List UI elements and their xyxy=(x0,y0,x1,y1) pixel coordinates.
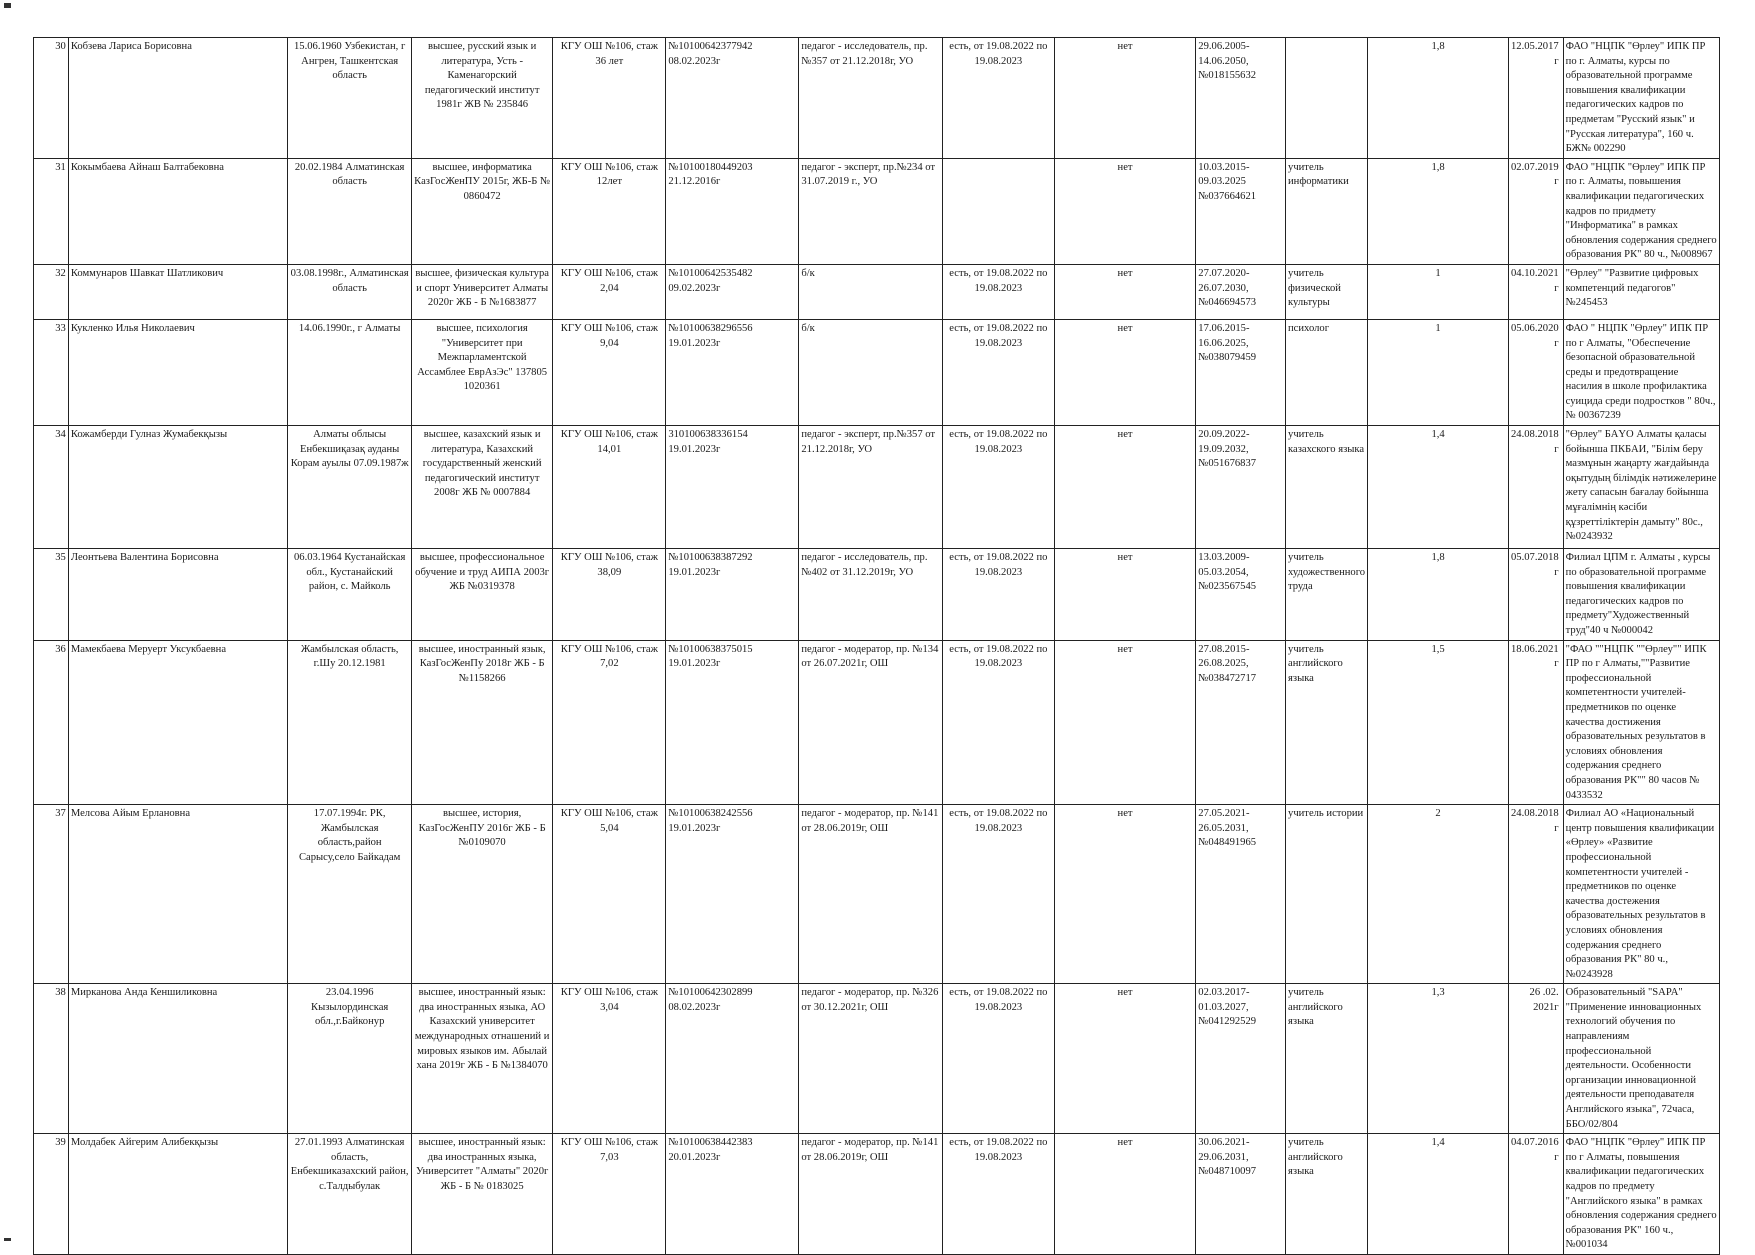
cell-crim: нет xyxy=(1054,549,1195,641)
cell-work: КГУ ОШ №106, стаж 7,02 xyxy=(553,640,666,805)
cell-name: Коммунаров Шавкат Шатликович xyxy=(68,264,288,319)
cell-name: Мамекбаева Меруерт Уксукбаевна xyxy=(68,640,288,805)
cell-name: Мелсова Айым Ерлановна xyxy=(68,805,288,984)
cell-info: есть, от 19.08.2022 по 19.08.2023 xyxy=(942,38,1054,159)
cell-n: 38 xyxy=(34,984,69,1134)
cell-cat: б/к xyxy=(799,264,943,319)
cell-pos: учитель художественного труда xyxy=(1286,549,1368,641)
staff-table xyxy=(33,37,1720,1255)
cell-name: Кобзева Лариса Борисовна xyxy=(68,38,288,159)
table-row xyxy=(34,805,1720,984)
cell-birth: 27.01.1993 Алматинская область, Енбекшиказахский район, с.Талдыбулак xyxy=(288,1134,412,1255)
cell-crim: нет xyxy=(1054,158,1195,264)
cell-n: 35 xyxy=(34,549,69,641)
cell-cert: №10100642377942 08.02.2023г xyxy=(666,38,799,159)
cell-cat: педагог - модератор, пр. №326 от 30.12.2021г, ОШ xyxy=(799,984,943,1134)
cell-cert: 310100638336154 19.01.2023г xyxy=(666,426,799,549)
cell-cert: №10100642535482 09.02.2023г xyxy=(666,264,799,319)
cell-info: есть, от 19.08.2022 по 19.08.2023 xyxy=(942,319,1054,425)
cell-pos: учитель английского языка xyxy=(1286,1134,1368,1255)
cell-contract: 13.03.2009- 05.03.2054, №023567545 xyxy=(1196,549,1286,641)
cell-pos: учитель физической культуры xyxy=(1286,264,1368,319)
cell-date: 12.05.2017г xyxy=(1508,38,1563,159)
cell-name: Леонтьева Валентина Борисовна xyxy=(68,549,288,641)
cell-edu: высшее, иностранный язык: два иностранных языка, АО Казахский университет международных отнашений и мировых языков им. Абылай хана 2019г ЖБ - Б №1384070 xyxy=(411,984,552,1134)
cell-date: 04.10.2021г xyxy=(1508,264,1563,319)
cell-rate: 1,5 xyxy=(1368,640,1508,805)
cell-date: 02.07.2019г xyxy=(1508,158,1563,264)
cell-rate: 1 xyxy=(1368,264,1508,319)
cell-birth: 06.03.1964 Кустанайская обл., Кустанайский район, с. Майколь xyxy=(288,549,412,641)
cell-contract: 29.06.2005- 14.06.2050, №018155632 xyxy=(1196,38,1286,159)
cell-date: 18.06.2021г xyxy=(1508,640,1563,805)
cell-name: Кокымбаева Айнаш Балтабековна xyxy=(68,158,288,264)
cell-cert: №10100642302899 08.02.2023г xyxy=(666,984,799,1134)
scan-mark-bottom xyxy=(4,1238,11,1241)
cell-work: КГУ ОШ №106, стаж 36 лет xyxy=(553,38,666,159)
cell-info: есть, от 19.08.2022 по 19.08.2023 xyxy=(942,1134,1054,1255)
cell-edu: высшее, казахский язык и литература, Казахский государственный женский педагогический институт 2008г ЖБ № 0007884 xyxy=(411,426,552,549)
cell-course: ФАО " НЦПК "Өрлеу" ИПК ПР по г Алматы, "Обеспечение безопасной образовательной среды и предотвращение насилия в школе профилактика суицида среди подростков " 80ч., № 00367239 xyxy=(1563,319,1719,425)
cell-crim: нет xyxy=(1054,984,1195,1134)
cell-name: Кукленко Илья Николаевич xyxy=(68,319,288,425)
cell-name: Мирканова Анда Кеншиликовна xyxy=(68,984,288,1134)
cell-cert: №10100638242556 19.01.2023г xyxy=(666,805,799,984)
cell-date: 05.06.2020г xyxy=(1508,319,1563,425)
cell-work: КГУ ОШ №106, стаж 3,04 xyxy=(553,984,666,1134)
table-row xyxy=(34,158,1720,264)
cell-contract: 27.05.2021- 26.05.2031, №048491965 xyxy=(1196,805,1286,984)
cell-work: КГУ ОШ №106, стаж 38,09 xyxy=(553,549,666,641)
cell-info: есть, от 19.08.2022 по 19.08.2023 xyxy=(942,984,1054,1134)
cell-work: КГУ ОШ №106, стаж 5,04 xyxy=(553,805,666,984)
cell-edu: высшее, иностранный язык, КазГосЖенПу 2018г ЖБ - Б №1158266 xyxy=(411,640,552,805)
cell-course: ФАО "НЦПК "Өрлеу" ИПК ПР по г. Алматы, курсы по образовательной программе повышения квалификации педагогических кадров по предметам "Русский язык" и "Русская литература", 160 ч. БЖ№ 002290 xyxy=(1563,38,1719,159)
cell-cat: педагог - модератор, пр. №141 от 28.06.2019г, ОШ xyxy=(799,1134,943,1255)
cell-birth: Жамбылская область, г.Шу 20.12.1981 xyxy=(288,640,412,805)
cell-cat: педагог - эксперт, пр.№234 от 31.07.2019 г., УО xyxy=(799,158,943,264)
cell-n: 31 xyxy=(34,158,69,264)
cell-birth: Алматы облысы Енбекшиқазақ ауданы Корам ауылы 07.09.1987ж xyxy=(288,426,412,549)
cell-edu: высшее, профессиональное обучение и труд АИПА 2003г ЖБ №0319378 xyxy=(411,549,552,641)
cell-birth: 23.04.1996 Кызылординская обл.,г.Байконур xyxy=(288,984,412,1134)
cell-crim: нет xyxy=(1054,805,1195,984)
table-row xyxy=(34,1134,1720,1255)
cell-cert: №10100638442383 20.01.2023г xyxy=(666,1134,799,1255)
cell-crim: нет xyxy=(1054,640,1195,805)
cell-rate: 1 xyxy=(1368,319,1508,425)
cell-birth: 14.06.1990г., г Алматы xyxy=(288,319,412,425)
cell-contract: 02.03.2017- 01.03.2027, №041292529 xyxy=(1196,984,1286,1134)
cell-pos xyxy=(1286,38,1368,159)
cell-n: 30 xyxy=(34,38,69,159)
cell-date: 24.08.2018г xyxy=(1508,805,1563,984)
cell-rate: 2 xyxy=(1368,805,1508,984)
cell-cert: №10100180449203 21.12.2016г xyxy=(666,158,799,264)
cell-date: 24.08.2018г xyxy=(1508,426,1563,549)
cell-pos: учитель истории xyxy=(1286,805,1368,984)
cell-cat: педагог - эксперт, пр.№357 от 21.12.2018г, УО xyxy=(799,426,943,549)
cell-n: 32 xyxy=(34,264,69,319)
cell-rate: 1,4 xyxy=(1368,426,1508,549)
cell-rate: 1,4 xyxy=(1368,1134,1508,1255)
cell-info xyxy=(942,158,1054,264)
cell-cert: №10100638296556 19.01.2023г xyxy=(666,319,799,425)
cell-edu: высшее, русский язык и литература, Усть - Каменагорский педагогический институт 1981г ЖВ № 235846 xyxy=(411,38,552,159)
cell-cat: педагог - модератор, пр. №134 от 26.07.2021г, ОШ xyxy=(799,640,943,805)
cell-course: ФАО "НЦПК "Өрлеу" ИПК ПР по г Алматы, повышения квалификации педагогических кадров по предмету "Английского языка" в рамках обновления содержания среднего образования РК" 160 ч., №001034 xyxy=(1563,1134,1719,1255)
table-row xyxy=(34,549,1720,641)
cell-course: ФАО "НЦПК "Өрлеу" ИПК ПР по г. Алматы, повышения квалификации педагогических кадров по придмету "Информатика" в рамках обновления содержания среднего образования РК" 80 ч., №008967 xyxy=(1563,158,1719,264)
cell-pos: учитель английского языка xyxy=(1286,984,1368,1134)
cell-work: КГУ ОШ №106, стаж 7,03 xyxy=(553,1134,666,1255)
cell-rate: 1,8 xyxy=(1368,549,1508,641)
cell-work: КГУ ОШ №106, стаж 9,04 xyxy=(553,319,666,425)
cell-cat: б/к xyxy=(799,319,943,425)
cell-crim: нет xyxy=(1054,426,1195,549)
cell-work: КГУ ОШ №106, стаж 14,01 xyxy=(553,426,666,549)
cell-birth: 20.02.1984 Алматинская область xyxy=(288,158,412,264)
cell-course: "Өрлеу" "Развитие цифровых компетенций педагогов" №245453 xyxy=(1563,264,1719,319)
cell-info: есть, от 19.08.2022 по 19.08.2023 xyxy=(942,426,1054,549)
cell-course: "ФАО ""НЦПК ""Өрлеу"" ИПК ПР по г Алматы,""Развитие профессиональной компетентности учителей-предметников по оценке качества достижения образовательных результатов в условиях обновления содержания среднего образования РК"" 80 часов № 0433532 xyxy=(1563,640,1719,805)
table-row xyxy=(34,426,1720,549)
cell-n: 39 xyxy=(34,1134,69,1255)
cell-contract: 20.09.2022- 19.09.2032, №051676837 xyxy=(1196,426,1286,549)
cell-n: 36 xyxy=(34,640,69,805)
cell-cert: №10100638375015 19.01.2023г xyxy=(666,640,799,805)
cell-work: КГУ ОШ №106, стаж 2,04 xyxy=(553,264,666,319)
cell-info: есть, от 19.08.2022 по 19.08.2023 xyxy=(942,549,1054,641)
cell-date: 05.07.2018г xyxy=(1508,549,1563,641)
cell-course: Образовательный "SAPA" "Применение инновационных технологий обучения по направлениям профессиональной деятельности. Особенности организации инновационной деятельности преподавателя Английского языка", 72часа, ББО/02/804 xyxy=(1563,984,1719,1134)
cell-crim: нет xyxy=(1054,319,1195,425)
cell-contract: 17.06.2015- 16.06.2025, №038079459 xyxy=(1196,319,1286,425)
table-row xyxy=(34,38,1720,159)
cell-cert: №10100638387292 19.01.2023г xyxy=(666,549,799,641)
cell-birth: 15.06.1960 Узбекистан, г Ангрен, Ташкентская область xyxy=(288,38,412,159)
cell-pos: психолог xyxy=(1286,319,1368,425)
cell-edu: высшее, история, КазГосЖенПУ 2016г ЖБ - Б №0109070 xyxy=(411,805,552,984)
cell-course: Филиал ЦПМ г. Алматы , курсы по образовательной программе повышения квалификации педагогических кадров по предмету"Художественный труд"40 ч №000042 xyxy=(1563,549,1719,641)
cell-info: есть, от 19.08.2022 по 19.08.2023 xyxy=(942,640,1054,805)
cell-info: есть, от 19.08.2022 по 19.08.2023 xyxy=(942,805,1054,984)
cell-edu: высшее, иностранный язык: два иностранных языка, Университет "Алматы" 2020г ЖБ - Б № 0183025 xyxy=(411,1134,552,1255)
cell-pos: учитель информатики xyxy=(1286,158,1368,264)
table-row xyxy=(34,640,1720,805)
cell-date: 26 .02. 2021г xyxy=(1508,984,1563,1134)
cell-course: "Өрлеу" БАҮО Алматы қаласы бойынша ПКБАИ, "Білім беру мазмұнын жаңарту жағдайында оқытудың білімдік нәтижелерине жету сапасын бағалау бойынша мұғалімнің кәсіби құзреттіліктерін дамыту" 80с., №0243932 xyxy=(1563,426,1719,549)
cell-birth: 17.07.1994г. РК, Жамбылская область,район Сарысу,село Байкадам xyxy=(288,805,412,984)
cell-contract: 27.07.2020- 26.07.2030, №046694573 xyxy=(1196,264,1286,319)
cell-name: Кожамберди Гулназ Жумабекқызы xyxy=(68,426,288,549)
cell-crim: нет xyxy=(1054,264,1195,319)
cell-pos: учитель казахского языка xyxy=(1286,426,1368,549)
cell-n: 33 xyxy=(34,319,69,425)
cell-birth: 03.08.1998г., Алматинская область xyxy=(288,264,412,319)
scan-mark-top xyxy=(4,3,11,8)
cell-info: есть, от 19.08.2022 по 19.08.2023 xyxy=(942,264,1054,319)
table-row xyxy=(34,264,1720,319)
table-row xyxy=(34,319,1720,425)
cell-pos: учитель английского языка xyxy=(1286,640,1368,805)
cell-edu: высшее, психология "Университет при Межпарламентской Ассамблее ЕврАзЭс" 137805 1020361 xyxy=(411,319,552,425)
table-row xyxy=(34,984,1720,1134)
cell-cat: педагог - исследователь, пр. №402 от 31.12.2019г, УО xyxy=(799,549,943,641)
cell-cat: педагог - модератор, пр. №141 от 28.06.2019г, ОШ xyxy=(799,805,943,984)
cell-cat: педагог - исследователь, пр.№357 от 21.12.2018г, УО xyxy=(799,38,943,159)
cell-n: 37 xyxy=(34,805,69,984)
cell-contract: 30.06.2021- 29.06.2031, №048710097 xyxy=(1196,1134,1286,1255)
cell-n: 34 xyxy=(34,426,69,549)
cell-edu: высшее, информатика КазГосЖенПУ 2015г, ЖБ-Б № 0860472 xyxy=(411,158,552,264)
cell-contract: 27.08.2015- 26.08.2025, №038472717 xyxy=(1196,640,1286,805)
cell-rate: 1,3 xyxy=(1368,984,1508,1134)
cell-rate: 1,8 xyxy=(1368,158,1508,264)
cell-edu: высшее, физическая культура и спорт Университет Алматы 2020г ЖБ - Б №1683877 xyxy=(411,264,552,319)
cell-contract: 10.03.2015- 09.03.2025 №037664621 xyxy=(1196,158,1286,264)
cell-date: 04.07.2016г xyxy=(1508,1134,1563,1255)
cell-rate: 1,8 xyxy=(1368,38,1508,159)
cell-work: КГУ ОШ №106, стаж 12лет xyxy=(553,158,666,264)
cell-name: Молдабек Айгерим Алибекқызы xyxy=(68,1134,288,1255)
cell-course: Филиал АО «Национальный центр повышения квалификации «Өрлеу» «Развитие профессиональной компетентности учителей - предметников по оценке качества достежения образовательных результатов в условиях обновления содержания среднего образования РК" 80 ч., №0243928 xyxy=(1563,805,1719,984)
cell-crim: нет xyxy=(1054,1134,1195,1255)
cell-crim: нет xyxy=(1054,38,1195,159)
